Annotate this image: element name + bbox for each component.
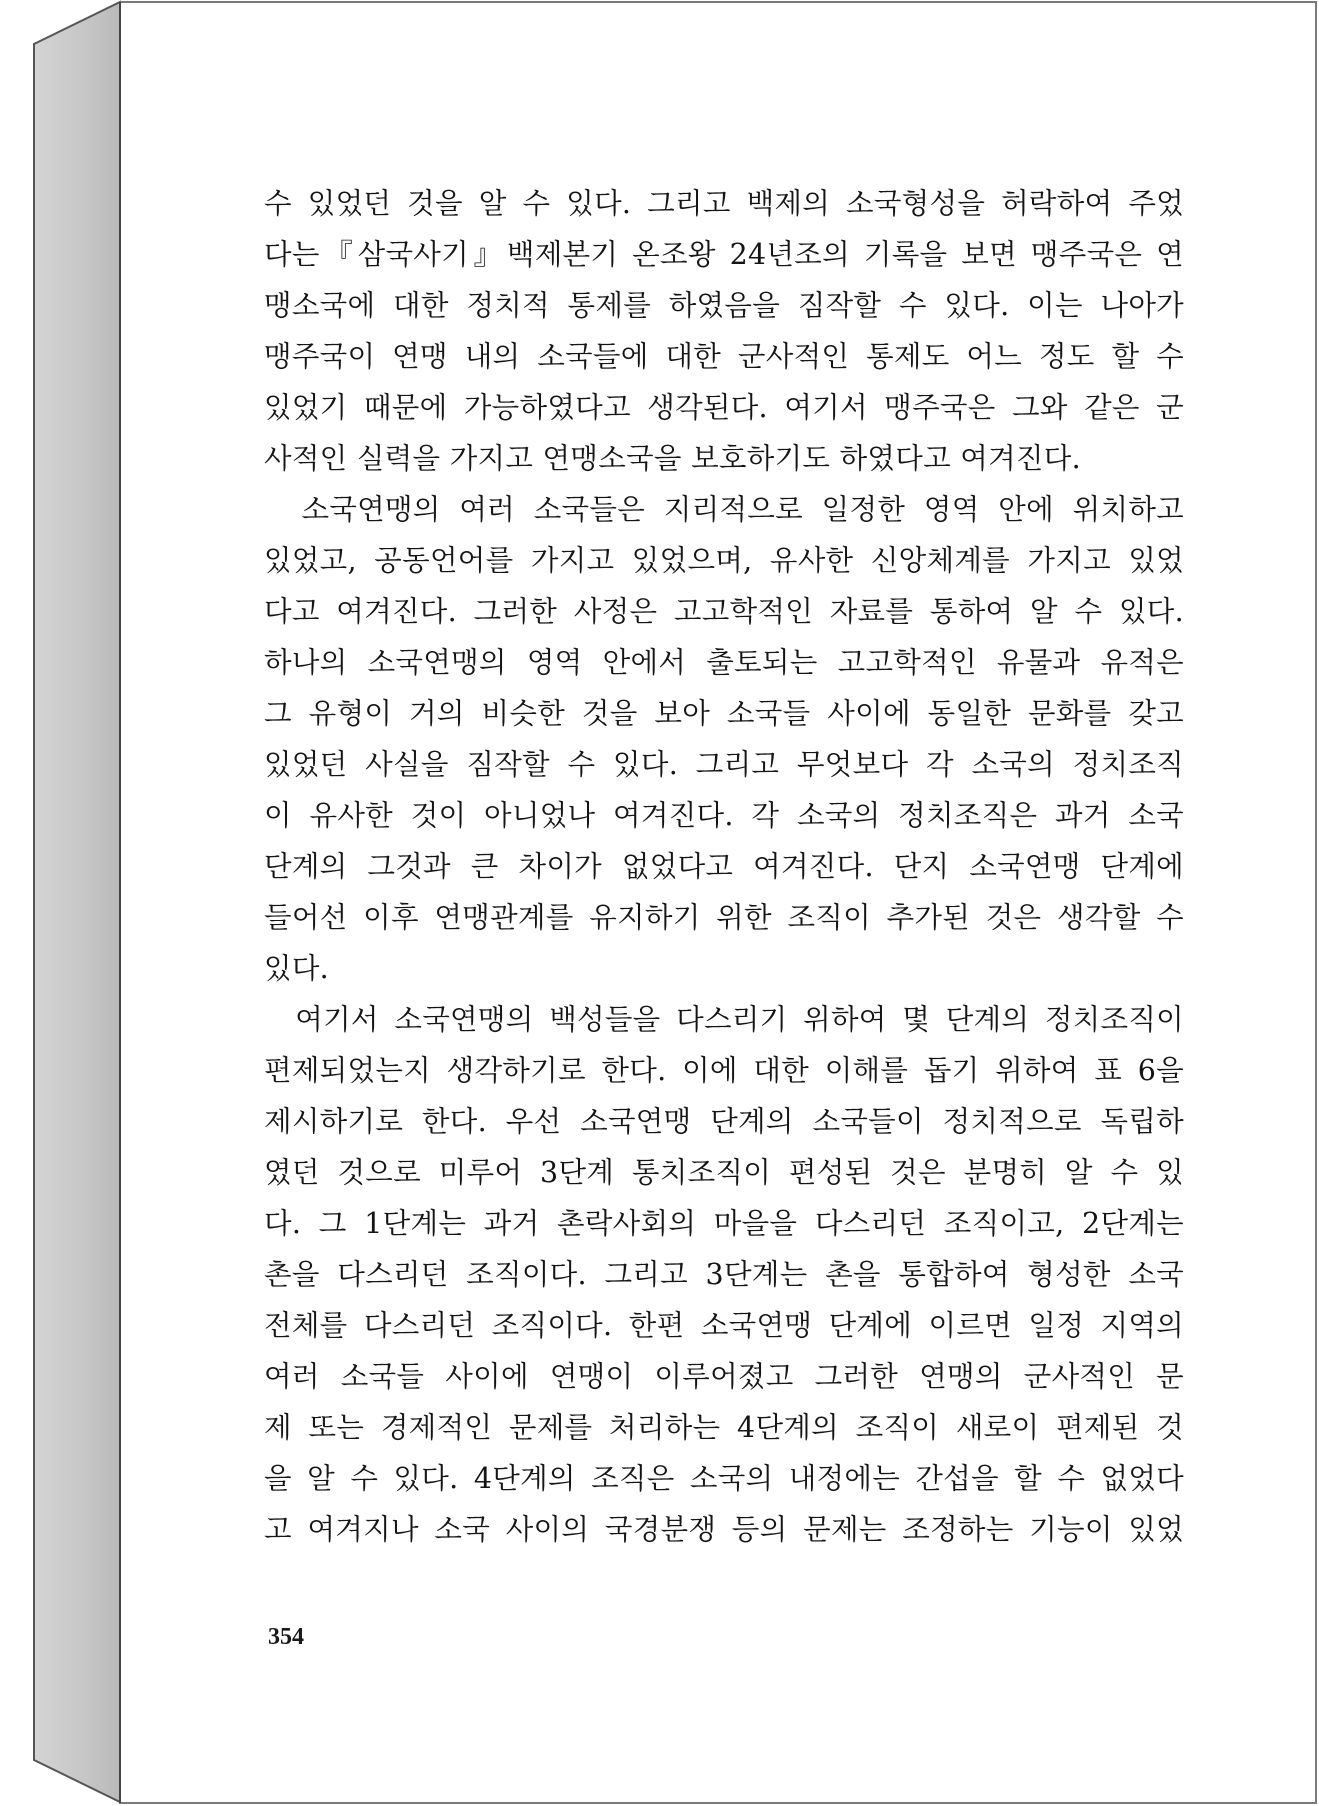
text-line: 여러 소국들 사이에 연맹이 이루어졌고 그러한 연맹의 군사적인 문 (264, 1360, 1184, 1393)
text-line: 있었기 때문에 가능하였다고 생각된다. 여기서 맹주국은 그와 같은 군 (264, 391, 1184, 424)
text-line: 맹소국에 대한 정치적 통제를 하였음을 짐작할 수 있다. 이는 나아가 (264, 289, 1184, 322)
text-line: 다고 여겨진다. 그러한 사정은 고고학적인 자료를 통하여 알 수 있다. (264, 595, 1184, 628)
document-body (264, 178, 1184, 1555)
text-line: 사적인 실력을 가지고 연맹소국을 보호하기도 하였다고 여겨진다. (264, 442, 1081, 475)
text-line: 였던 것으로 미루어 3단계 통치조직이 편성된 것은 분명히 알 수 있 (264, 1156, 1184, 1189)
text-line: 맹주국이 연맹 내의 소국들에 대한 군사적인 통제도 어느 정도 할 수 (264, 340, 1184, 373)
text-line: 그 유형이 거의 비슷한 것을 보아 소국들 사이에 동일한 문화를 갖고 (264, 697, 1184, 730)
text-line: 있다. (264, 952, 330, 985)
text-line: 촌을 다스리던 조직이다. 그리고 3단계는 촌을 통합하여 형성한 소국 (264, 1258, 1184, 1291)
text-line: 수 있었던 것을 알 수 있다. 그리고 백제의 소국형성을 허락하여 주었 (264, 187, 1184, 220)
text-line: 다. 그 1단계는 과거 촌락사회의 마을을 다스리던 조직이고, 2단계는 (264, 1207, 1184, 1240)
text-line: 고 여겨지나 소국 사이의 국경분쟁 등의 문제는 조정하는 기능이 있었 (264, 1513, 1184, 1546)
book-spine (34, 2, 120, 1802)
text-line: 편제되었는지 생각하기로 한다. 이에 대한 이해를 돕기 위하여 표 6을 (264, 1054, 1184, 1087)
text-line: 이 유사한 것이 아니었나 여겨진다. 각 소국의 정치조직은 과거 소국 (264, 799, 1184, 832)
text-line: 전체를 다스리던 조직이다. 한편 소국연맹 단계에 이르면 일정 지역의 (264, 1309, 1184, 1342)
text-line: 있었고, 공동언어를 가지고 있었으며, 유사한 신앙체계를 가지고 있었 (264, 544, 1184, 577)
text-line: 있었던 사실을 짐작할 수 있다. 그리고 무엇보다 각 소국의 정치조직 (264, 748, 1184, 781)
text-line: 다는『삼국사기』백제본기 온조왕 24년조의 기록을 보면 맹주국은 연 (264, 238, 1184, 271)
text-line: 여기서 소국연맹의 백성들을 다스리기 위하여 몇 단계의 정치조직이 (264, 1003, 1184, 1036)
text-line: 제 또는 경제적인 문제를 처리하는 4단계의 조직이 새로이 편제된 것 (264, 1411, 1184, 1444)
text-line: 을 알 수 있다. 4단계의 조직은 소국의 내정에는 간섭을 할 수 없었다 (264, 1462, 1184, 1495)
page-number: 354 (268, 1624, 304, 1650)
text-line: 단계의 그것과 큰 차이가 없었다고 여겨진다. 단지 소국연맹 단계에 (264, 850, 1184, 883)
text-line: 하나의 소국연맹의 영역 안에서 출토되는 고고학적인 유물과 유적은 (264, 646, 1184, 679)
text-line: 들어선 이후 연맹관계를 유지하기 위한 조직이 추가된 것은 생각할 수 (264, 901, 1184, 934)
text-line: 제시하기로 한다. 우선 소국연맹 단계의 소국들이 정치적으로 독립하 (264, 1105, 1184, 1138)
text-line: 소국연맹의 여러 소국들은 지리적으로 일정한 영역 안에 위치하고 (264, 493, 1184, 526)
